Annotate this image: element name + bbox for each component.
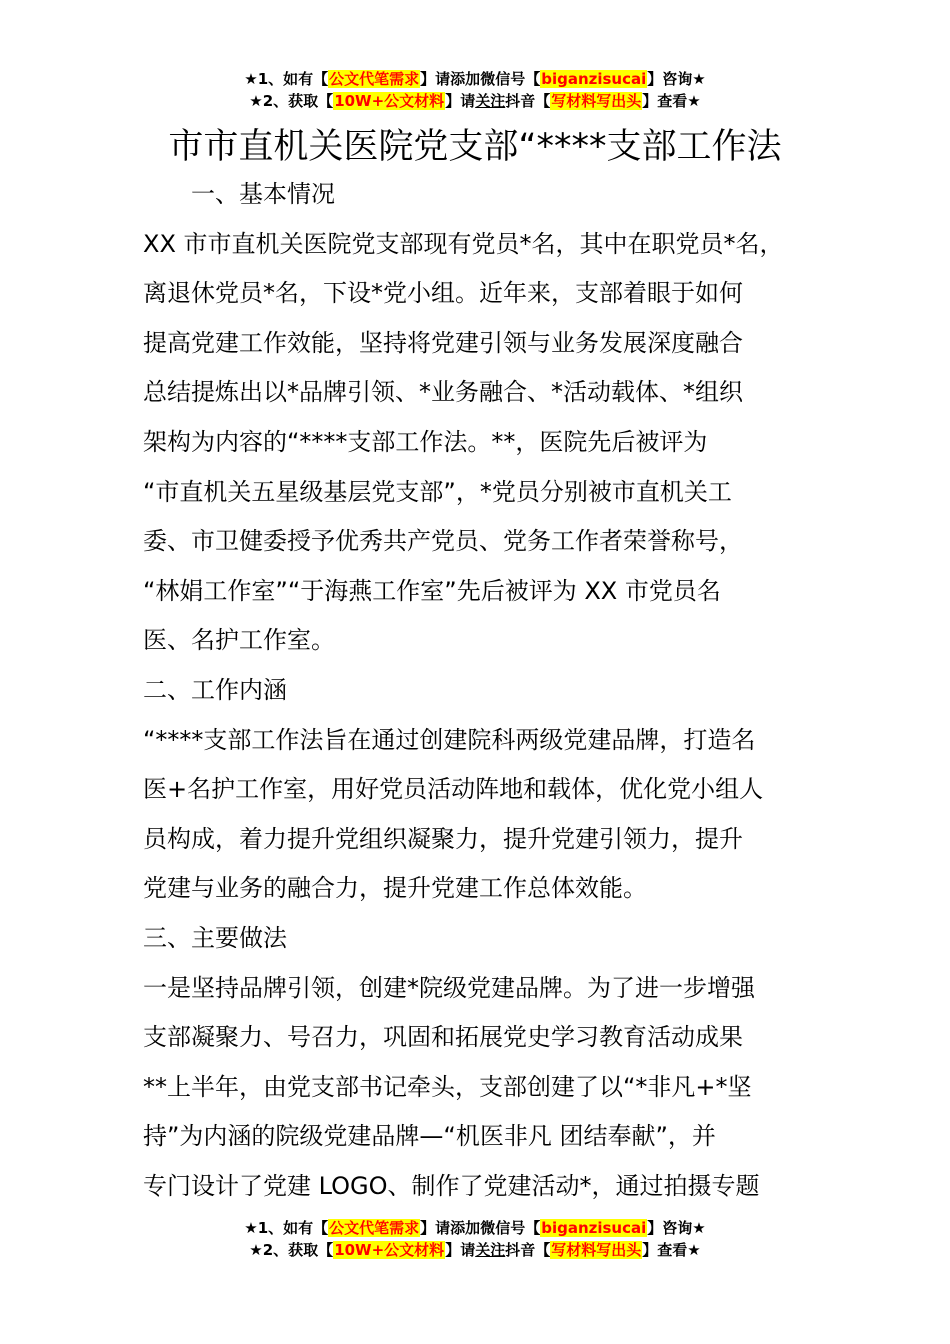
promo-underlined-text: 关注 [475,1241,506,1259]
section-heading: 二、工作内涵 [143,675,287,704]
promo-line-2 [0,1239,950,1261]
promo-text: 】咨询★ [647,1219,706,1237]
promo-banner-top [0,68,950,112]
section-heading: 一、基本情况 [191,180,335,208]
body-line: 员构成，着力提升党组织凝聚力，提升党建引领力，提升 [143,824,743,853]
promo-text: ★1、如有【 [244,70,329,88]
promo-text: 抖音【 [505,1241,551,1259]
promo-text: 微信号【 [480,70,541,88]
body-line: 总结提炼出以*品牌引领、*业务融合、*活动载体、*组织 [143,378,743,407]
promo-highlight: 10W+公文材料 [334,92,445,110]
promo-text: ★2、获取【 [249,92,334,110]
body-line: “****支部工作法旨在通过创建院科两级党建品牌，打造名 [143,725,756,754]
promo-highlight: biganzisucai [541,70,647,88]
promo-text: 抖音【 [505,92,551,110]
body-line: 委、市卫健委授予优秀共产党员、党务工作者荣誉称号， [143,527,743,556]
document-title: 市市直机关医院党支部“****支部工作法 [168,127,782,167]
promo-text: 】查看★ [642,92,701,110]
body-line: **上半年，由党支部书记牵头，支部创建了以“*非凡+*坚 [143,1072,752,1101]
promo-line-1 [0,68,950,90]
promo-text: ★1、如有【 [244,1219,329,1237]
promo-text: 】请 [445,1241,476,1259]
promo-highlight: 公文代笔需求 [329,1219,420,1237]
body-line: 医+名护工作室，用好党员活动阵地和载体，优化党小组人 [143,775,764,804]
body-line: “市直机关五星级基层党支部”，*党员分别被市直机关工 [143,477,732,506]
promo-text: 】请添加 [420,1219,481,1237]
body-line: XX 市市直机关医院党支部现有党员*名，其中在职党员*名， [143,229,784,258]
promo-highlight: biganzisucai [541,1219,647,1237]
promo-banner-bottom [0,1217,950,1261]
body-line: 提高党建工作效能，坚持将党建引领与业务发展深度融合 [143,328,743,357]
body-line: “林娟工作室”“于海燕工作室”先后被评为 XX 市党员名 [143,576,721,605]
body-line: 医、名护工作室。 [143,626,335,655]
promo-text: 微信号【 [480,1219,541,1237]
body-line: 离退休党员*名，下设*党小组。近年来，支部着眼于如何 [143,279,743,308]
promo-text: 】请添加 [420,70,481,88]
promo-highlight: 10W+公文材料 [334,1241,445,1259]
body-line: 架构为内容的“****支部工作法。**，医院先后被评为 [143,427,708,456]
body-line: 持”为内涵的院级党建品牌—“机医非凡 团结奉献”，并 [143,1122,716,1151]
section-heading: 三、主要做法 [143,923,287,952]
promo-text: ★2、获取【 [249,1241,334,1259]
promo-text: 】请 [445,92,476,110]
promo-line-1 [0,1217,950,1239]
promo-highlight: 公文代笔需求 [329,70,420,88]
promo-line-2 [0,90,950,112]
body-line: 专门设计了党建 LOGO、制作了党建活动*，通过拍摄专题 [143,1171,760,1200]
promo-text: 】咨询★ [647,70,706,88]
promo-highlight: 写材料写出头 [551,1241,642,1259]
body-line: 一是坚持品牌引领，创建*院级党建品牌。为了进一步增强 [143,973,755,1002]
promo-underlined-text: 关注 [475,92,506,110]
body-line: 党建与业务的融合力，提升党建工作总体效能。 [143,874,647,903]
promo-text: 】查看★ [642,1241,701,1259]
document-body [143,170,823,1211]
promo-highlight: 写材料写出头 [551,92,642,110]
body-line: 支部凝聚力、号召力，巩固和拓展党史学习教育活动成果 [143,1023,743,1052]
